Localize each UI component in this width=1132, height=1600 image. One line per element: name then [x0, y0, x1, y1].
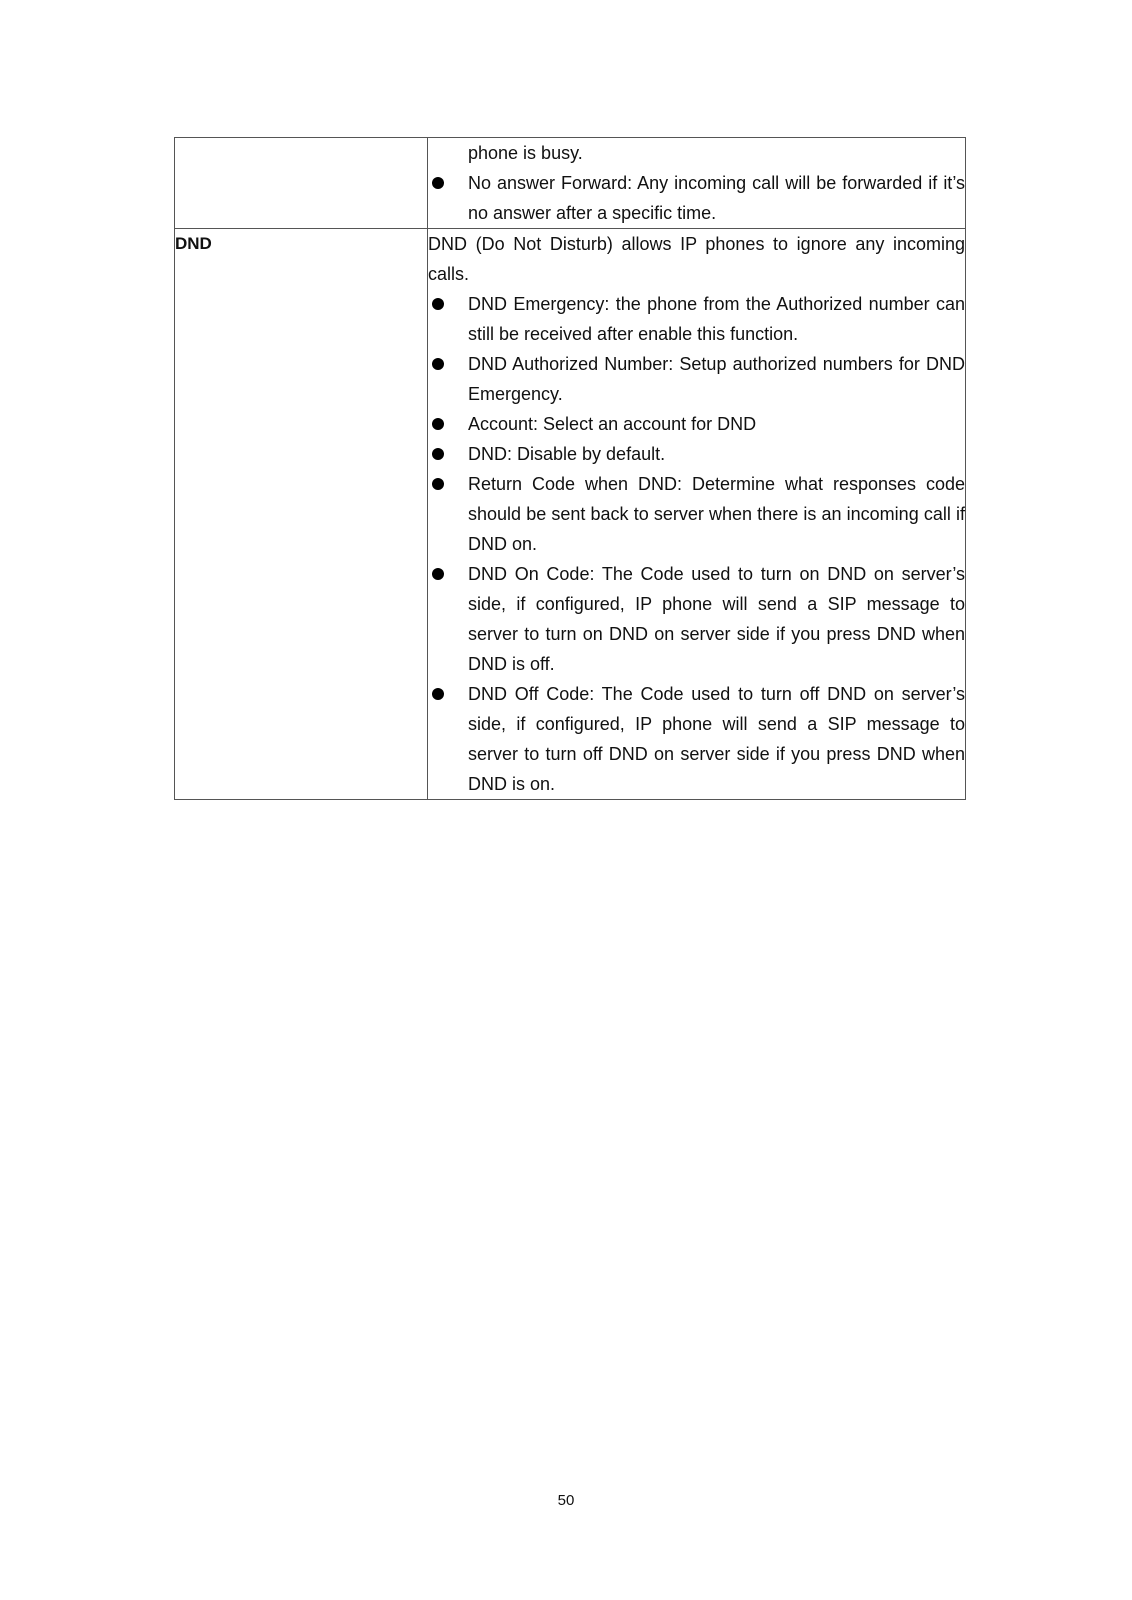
bullet-icon — [432, 448, 444, 460]
list-item-text: DND: Disable by default. — [468, 444, 666, 464]
bullet-continuation: phone is busy. — [468, 143, 583, 163]
bullet-icon — [432, 358, 444, 370]
list-item-text: DND Off Code: The Code used to turn off DND on server’s side, if configured, IP phone will send a SIP message to server to turn off DND on server side if you press DND when DND is on. — [468, 684, 965, 794]
list-item — [428, 409, 965, 439]
bullet-list — [428, 168, 965, 228]
bullet-icon — [432, 568, 444, 580]
list-item — [428, 559, 965, 679]
list-item-text: Account: Select an account for DND — [468, 414, 757, 434]
page-number: 50 — [557, 1492, 575, 1509]
list-item — [428, 168, 965, 228]
bullet-icon — [432, 688, 444, 700]
list-item-text: Return Code when DND: Determine what responses code should be sent back to server when there is an incoming call if DND on. — [468, 474, 965, 554]
row-description-cell — [428, 229, 966, 800]
list-item-text: DND Emergency: the phone from the Authorized number can still be received after enable this function. — [468, 294, 965, 344]
list-item — [428, 439, 965, 469]
bullet-icon — [432, 177, 444, 189]
row-name-cell: DND — [175, 229, 428, 800]
bullet-icon — [432, 298, 444, 310]
list-item-text: DND Authorized Number: Setup authorized numbers for DND Emergency. — [468, 354, 965, 404]
list-item-text: No answer Forward: Any incoming call will be forwarded if it’s no answer after a specific time. — [468, 173, 965, 223]
bullet-list — [428, 289, 965, 799]
row-description-cell — [428, 138, 966, 229]
list-item — [428, 349, 965, 409]
table-row — [175, 138, 966, 229]
bullet-icon — [432, 418, 444, 430]
row-name-cell — [175, 138, 428, 229]
settings-table — [174, 137, 966, 800]
list-item — [428, 469, 965, 559]
list-item-text: DND On Code: The Code used to turn on DND on server’s side, if configured, IP phone will send a SIP message to server to turn on DND on server side if you press DND when DND is off. — [468, 564, 965, 674]
list-item — [428, 289, 965, 349]
description-intro: DND (Do Not Disturb) allows IP phones to ignore any incoming calls. — [428, 234, 965, 284]
table-row — [175, 229, 966, 800]
list-item — [428, 679, 965, 799]
bullet-icon — [432, 478, 444, 490]
